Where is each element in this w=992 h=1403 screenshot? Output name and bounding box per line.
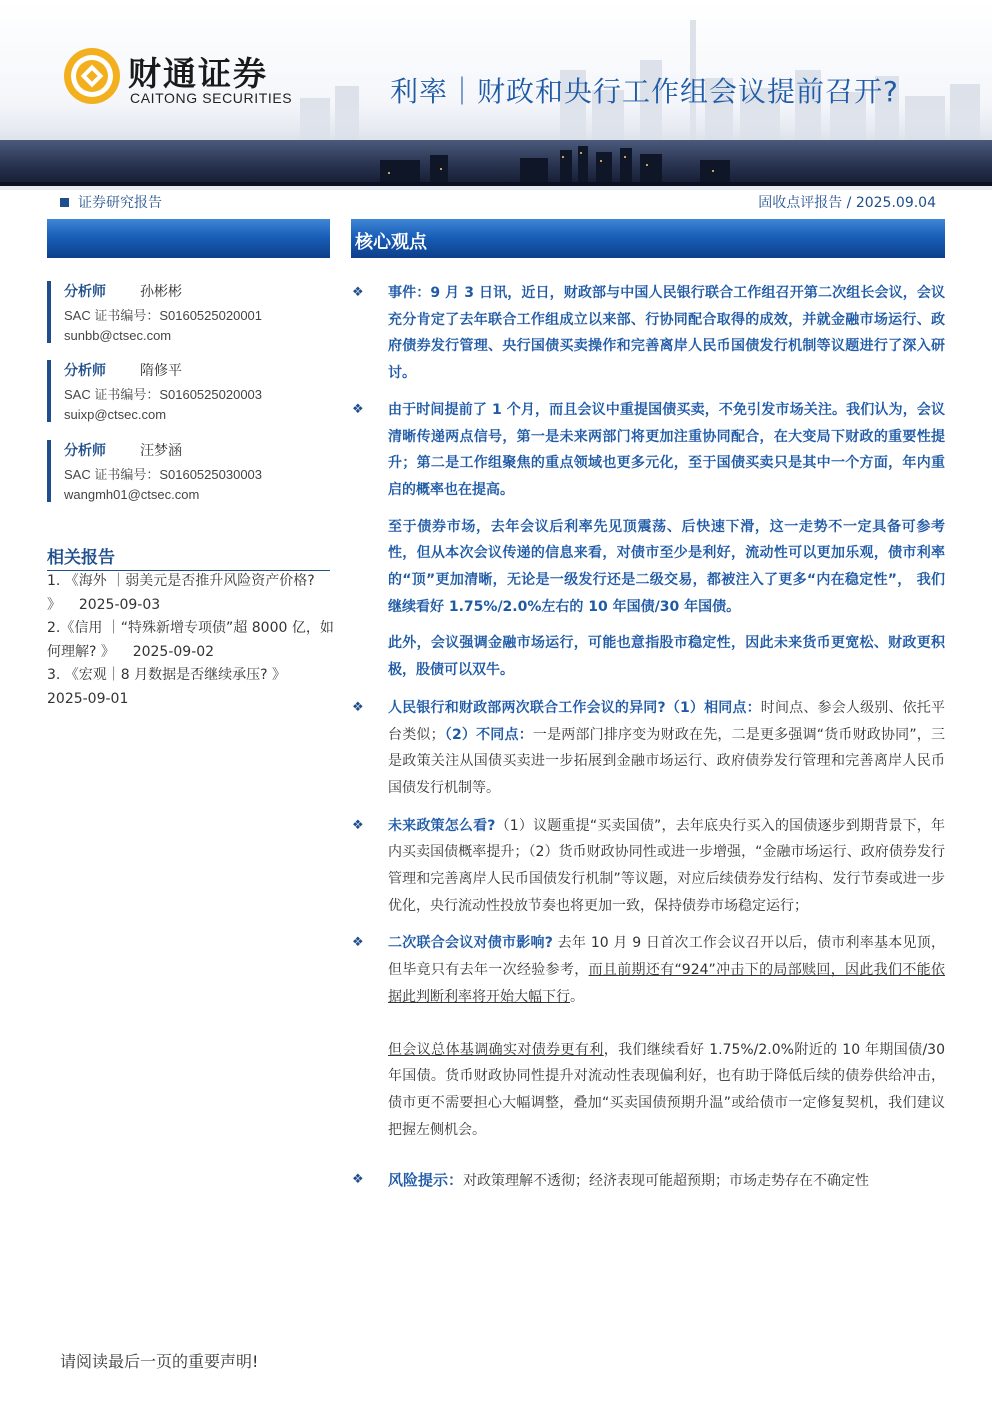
square-bullet-icon [60, 198, 69, 207]
paragraph-text: 由于时间提前了 1 个月，而且会议中重提国债买卖，不免引发市场关注。我们认为，会议清晰传递两点信号，第一是未来两部门将更加注重协同配合，在大变局下财政的重要性提升；第二是工作组聚焦的重点领域也更多元化，至于国债买卖只是其中一个方面，年内重启的概率也在提高。 [388, 401, 945, 498]
paragraph-text: 时间点、参会人级别、依托平台类似； [388, 699, 945, 743]
report-type-text: 证券研究报告 [78, 195, 162, 211]
related-report-item[interactable] [47, 617, 337, 664]
related-report-title: 3. 《宏观｜8 月数据是否继续承压? 》 [47, 667, 287, 683]
logo-english-name: CAITONG SECURITIES [130, 90, 293, 106]
diamond-bullet-icon: ❖ [352, 401, 364, 417]
paragraph-recommendation [351, 1037, 945, 1144]
footer-disclaimer: 请阅读最后一页的重要声明! [60, 1352, 259, 1371]
related-report-title: 1. 《海外 ｜弱美元是否推升风险资产价格? 》 [47, 573, 315, 613]
sidebar-header-bar [47, 219, 330, 258]
paragraph-lead: （2）不同点： [444, 726, 533, 743]
paragraph-lead: 未来政策怎么看? [388, 817, 496, 834]
paragraph-text: 此外，会议强调金融市场运行，可能也意指股市稳定性，因此未来货币更宽松、财政更积极，股债可以双牛。 [388, 635, 945, 679]
related-report-date: 2025-09-01 [47, 690, 129, 707]
analyst-role: 分析师 [64, 443, 106, 459]
diamond-bullet-icon: ❖ [352, 817, 364, 833]
paragraph-text: 一是两部门排序变为财政在先，二是更多强调“货币财政协同”，三是政策关注从国债买卖进一步拓展到金融市场运行、政府债券发行管理和完善离岸人民币国债发行机制等。 [388, 726, 946, 796]
paragraph-text: 事件：9 月 3 日讯，近日，财政部与中国人民银行联合工作组召开第二次组长会议，会议充分肯定了去年联合工作组成立以来部、行协同配合取得的成效，并就金融市场运行、政府债券发行管理、央行国债买卖操作和完善离岸人民币国债发行机制等议题进行了深入研讨。 [388, 285, 945, 382]
paragraph-text: ，我们继续看好 1.75%/2.0%附近的 10 年期国债/30 年国债。货币财政协同性提升对流动性表现偏利好，也有助于降低后续的债券供给冲击，债市更不需要担心大幅调整，叠加“买卖国债预期升温”或给债市一定修复契机，我们建议把握左侧机会。 [388, 1041, 945, 1138]
related-report-date: 2025-09-03 [78, 596, 161, 613]
core-view-title: 核心观点 [355, 232, 427, 253]
underlined-text: 但会议总体基调确实对债券更有利 [388, 1041, 604, 1058]
analyst-sac: SAC 证书编号：S0160525030003 [64, 467, 263, 482]
paragraph-text: （1）议题重提“买卖国债”，去年底央行买入的国债逐步到期背景下，年内买卖国债概率提升；（2）货币财政协同性或进一步增强，“金融市场运行、政府债券发行管理和完善离岸人民币国债发行机制”等议题，对应后续债券发行结构、发行节奏或进一步优化，央行流动性投放节奏也将更加一致，保持债券市场稳定运行； [388, 817, 945, 914]
paragraph-differences [351, 695, 945, 802]
related-report-title: 2.《信用 ｜“特殊新增专项债”超 8000 亿，如何理解? 》 [47, 620, 334, 660]
paragraph-bond-impact [351, 930, 945, 1010]
company-logo [62, 46, 302, 110]
paragraph-lead: 二次联合会议对债市影响? [388, 935, 553, 952]
logo-chinese-name: 财通证券 [128, 54, 268, 93]
paragraph-text: 对政策理解不透彻；经济表现可能超预期；市场走势存在不确定性 [463, 1173, 870, 1190]
core-view-content [351, 280, 945, 1195]
analyst-name: 孙彬彬 [140, 284, 182, 300]
diamond-bullet-icon: ❖ [352, 935, 364, 951]
analyst-card [47, 360, 330, 422]
paragraph-text: 。 [570, 988, 584, 1005]
diamond-bullet-icon: ❖ [352, 699, 364, 715]
paragraph-signal [351, 397, 945, 504]
core-view-bar [351, 219, 945, 258]
header-banner [0, 0, 992, 190]
report-category-date: 固收点评报告 / 2025.09.04 [758, 195, 936, 211]
paragraph-stock-bond [351, 630, 945, 683]
analyst-role: 分析师 [64, 284, 106, 300]
analyst-name: 汪梦涵 [140, 443, 182, 459]
related-report-item[interactable] [47, 664, 337, 711]
underlined-text: 而且前期还有“924”冲击下的局部赎回，因此我们不能依据此判断利率将开始大幅下行 [388, 962, 945, 1005]
related-reports-title: 相关报告 [47, 543, 330, 571]
analyst-email[interactable]: sunbb@ctsec.com [64, 328, 172, 343]
paragraph-text: 至于债券市场，去年会议后利率先见顶震荡、后快速下滑，这一走势不一定具备可参考性，但从本次会议传递的信息来看，对债市至少是利好，流动性可以更加乐观，债市利率的“顶”更加清晰，无论是一级发行还是二级交易，都被注入了更多“内在稳定性”， 我们继续看好 1.75%/2.0%左右的 10 年国债/30 年国债。 [388, 518, 945, 615]
caitong-coin-logo-icon [62, 46, 122, 106]
report-type-label [60, 192, 162, 212]
analyst-name: 隋修平 [140, 363, 182, 379]
analyst-sac: SAC 证书编号：S0160525020001 [64, 308, 263, 323]
paragraph-lead: 人民银行和财政部两次联合工作会议的异同?（1）相同点： [388, 699, 761, 716]
analyst-email[interactable]: suixp@ctsec.com [64, 407, 167, 422]
paragraph-risk [351, 1167, 945, 1195]
related-report-date: 2025-09-02 [132, 643, 215, 660]
related-reports-list [47, 570, 337, 711]
paragraph-future-policy [351, 813, 945, 920]
report-title: 利率｜财政和央行工作组会议提前召开? [390, 75, 899, 108]
paragraph-event [351, 280, 945, 387]
diamond-bullet-icon: ❖ [352, 1172, 364, 1188]
paragraph-text: 去年 10 月 9 日首次工作会议召开以后，债市利率基本见顶，但毕竟只有去年一次经验参考， [388, 935, 945, 979]
analyst-email[interactable]: wangmh01@ctsec.com [64, 487, 200, 502]
diamond-bullet-icon: ❖ [352, 285, 364, 300]
paragraph-bond-market [351, 514, 945, 621]
related-report-item[interactable] [47, 570, 337, 617]
analyst-card [47, 281, 330, 343]
analyst-sac: SAC 证书编号：S0160525020003 [64, 387, 263, 402]
analyst-card [47, 440, 330, 502]
analyst-role: 分析师 [64, 363, 106, 379]
paragraph-lead: 风险提示： [388, 1171, 464, 1190]
